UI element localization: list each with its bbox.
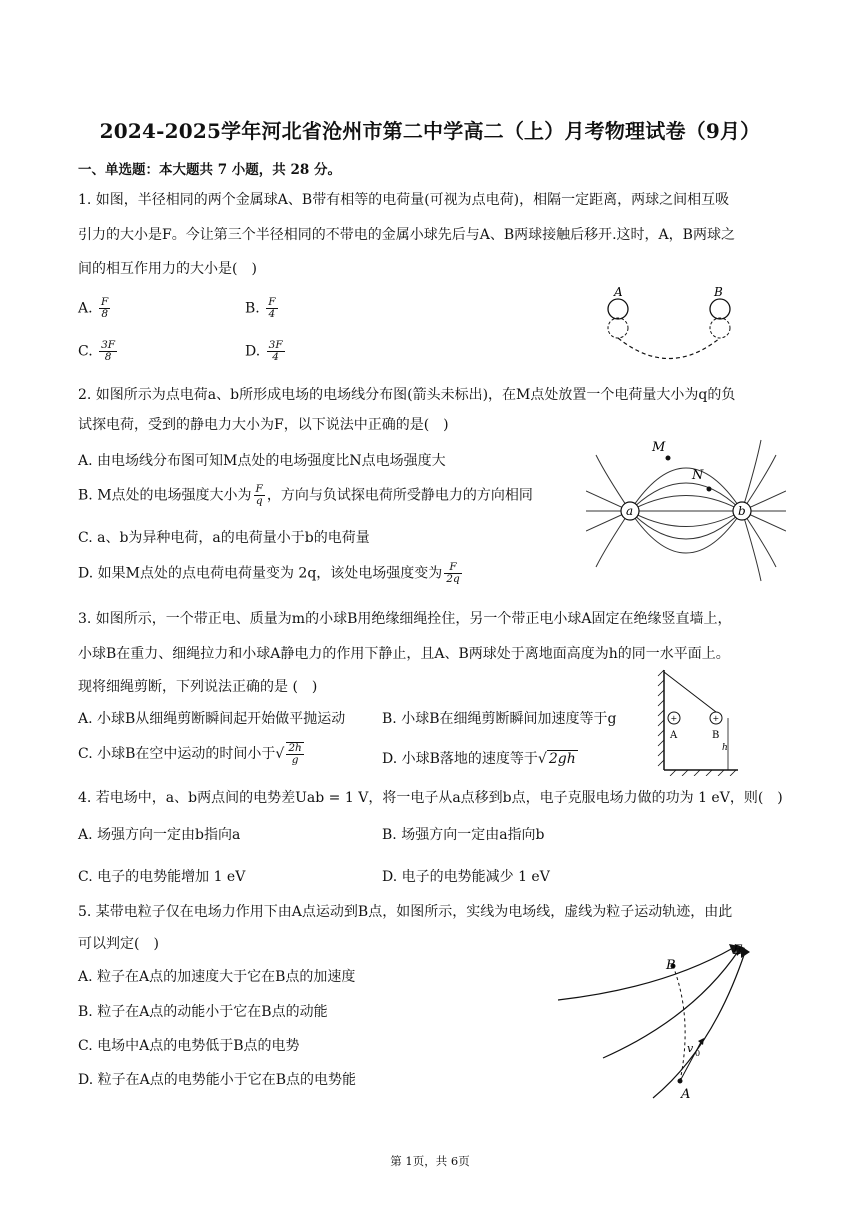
svg-text:+: + (712, 714, 720, 723)
q3-stem-line-1: 3. 如图所示，一个带正电、质量为m的小球B用绝缘细绳拴住，另一个带正电小球A固定在绝缘竖直墙上， (78, 611, 732, 627)
q5-option-a: A. 粒子在A点的加速度大于它在B点的加速度 (78, 969, 356, 985)
q5-option-d: D. 粒子在A点的电势能小于它在B点的电势能 (78, 1072, 357, 1088)
q2-stem-line-1: 2. 如图所示为点电荷a、b所形成电场的电场线分布图(箭头未标出)，在M点处放置一个电荷量大小为q的负 (78, 387, 736, 403)
q5-label-b: B (666, 958, 676, 973)
q5-label-e: E (733, 943, 743, 958)
q2-label-n: N (692, 468, 704, 483)
q1-option-b: B. $\frac{F}{4}$ (245, 296, 276, 320)
q2-option-b: B. M点处的电场强度大小为 $\frac{F}{q}$ ，方向与负试探电荷所受静电力的方向相同 (78, 483, 533, 507)
q1-option-c: C. $\frac{3F}{8}$ (78, 339, 116, 363)
sphere-b-ghost (710, 318, 730, 338)
q1-option-a: A. $\frac{F}{8}$ (78, 296, 109, 320)
q3-option-b: B. 小球B在细绳剪断瞬间加速度等于g (382, 711, 617, 727)
q1-stem-line-1: 1. 如图，半径相同的两个金属球A、B带有相等的电荷量(可视为点电荷)，相隔一定距离，两球之间相互吸 (78, 192, 730, 208)
q3-figure-wall (656, 666, 746, 776)
q2-label-m: M (652, 440, 666, 455)
page-footer: 第 1页，共 6页 (390, 1154, 470, 1168)
point-m (666, 456, 671, 461)
paper-title: 2024-2025学年河北省沧州市第二中学高二（上）月考物理试卷（9月） (99, 119, 761, 143)
point-n (707, 487, 712, 492)
q5-option-c: C. 电场中A点的电势低于B点的电势 (78, 1038, 300, 1054)
q2-option-d: D. 如果M点处的点电荷电荷量变为 2q，该处电场强度变为 $\frac{F}{2q}$ (78, 561, 460, 585)
q2-figure-field-lines (586, 435, 786, 585)
q5-label-v: v (687, 1042, 694, 1055)
q5-label-a: A (681, 1087, 691, 1102)
q1-figure-spheres (596, 284, 746, 364)
q3-label-b: B (712, 730, 720, 741)
q4-stem: 4. 若电场中，a、b两点间的电势差Uab = 1 V，将一电子从a点移到b点，电子克服电场力做的功为 1 eV，则( ) (78, 790, 783, 806)
q5-option-b: B. 粒子在A点的动能小于它在B点的动能 (78, 1004, 328, 1020)
q5-stem-line-2: 可以判定( ) (78, 936, 159, 952)
q5-stem-line-1: 5. 某带电粒子仅在电场力作用下由A点运动到B点，如图所示，实线为电场线，虚线为粒子运动轨迹，由此 (78, 904, 733, 920)
q5-label-v-sub: 0 (695, 1049, 701, 1058)
dashed-path (618, 338, 720, 359)
q1-label-b: B (714, 285, 723, 299)
svg-text:+: + (670, 714, 678, 723)
sphere-a (608, 299, 628, 319)
q3-option-a: A. 小球B从细绳剪断瞬间起开始做平抛运动 (78, 711, 346, 727)
q3-label-a: A (670, 730, 678, 741)
q1-option-d: D. $\frac{3F}{4}$ (245, 339, 283, 363)
q4-option-a: A. 场强方向一定由b指向a (78, 827, 241, 843)
q4-option-b: B. 场强方向一定由a指向b (382, 827, 545, 843)
q1-stem-line-2: 引力的大小是F。今让第三个半径相同的不带电的金属小球先后与A、B两球接触后移开.这时，A，B两球之 (78, 227, 735, 243)
q5-figure-trajectory (553, 938, 763, 1103)
q2-stem-line-2: 试探电荷，受到的静电力大小为F，以下说法中正确的是( ) (78, 417, 449, 433)
q3-stem-line-2: 小球B在重力、细绳拉力和小球A静电力的作用下静止，且A、B两球处于离地面高度为h的同一水平面上。 (78, 646, 730, 662)
q1-stem-line-3: 间的相互作用力的大小是( ) (78, 261, 257, 277)
trajectory (673, 966, 685, 1081)
q4-option-d: D. 电子的电势能减少 1 eV (382, 869, 550, 885)
q2-label-b: b (738, 504, 746, 518)
q1-label-a: A (614, 285, 623, 299)
q2-label-a: a (626, 504, 634, 518)
section-heading: 一、单选题：本大题共 7 小题，共 28 分。 (78, 162, 341, 178)
q3-label-h: h (722, 743, 728, 753)
q2-option-c: C. a、b为异种电荷，a的电荷量小于b的电荷量 (78, 530, 370, 546)
q3-option-d: D. 小球B落地的速度等于√ 2gh (382, 751, 576, 767)
q2-option-a: A. 由电场线分布图可知M点处的电场强度比N点电场强度大 (78, 453, 446, 469)
q4-option-c: C. 电子的电势能增加 1 eV (78, 869, 246, 885)
q3-option-c: C. 小球B在空中运动的时间小于√ $\frac{2h}{g}$ (78, 742, 302, 766)
sphere-a-ghost (608, 318, 628, 338)
sphere-b (710, 299, 730, 319)
q3-stem-line-3: 现将细绳剪断，下列说法正确的是 ( ) (78, 679, 318, 695)
